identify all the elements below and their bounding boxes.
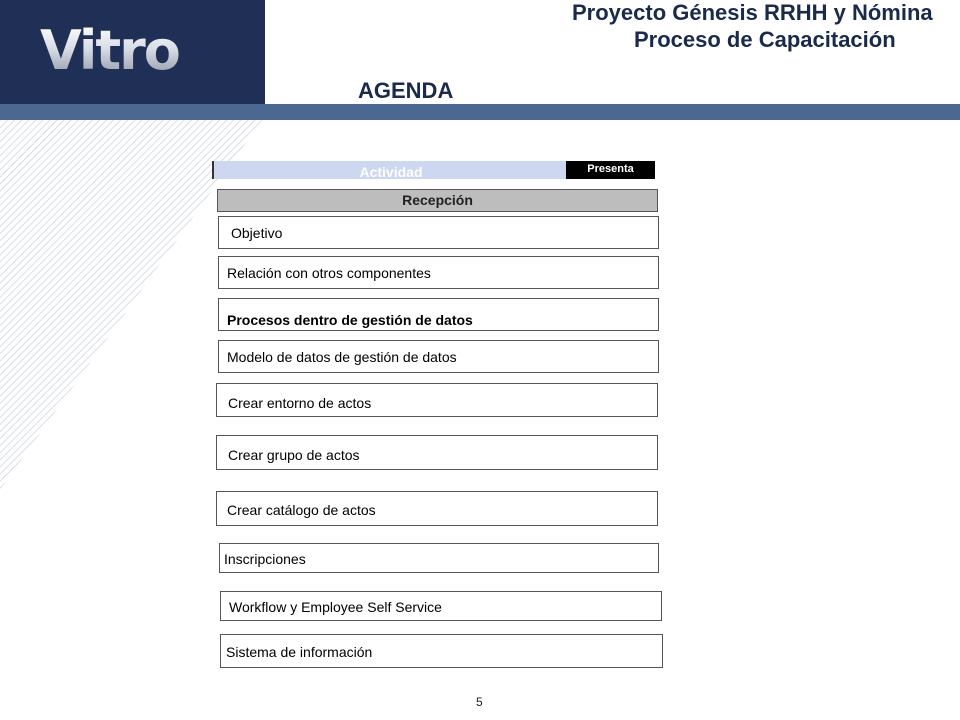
- agenda-item-modelo: Modelo de datos de gestión de datos: [218, 340, 659, 373]
- header-band: [0, 104, 960, 120]
- agenda-item-workflow: Workflow y Employee Self Service: [220, 591, 662, 621]
- logo-panel: [0, 0, 265, 104]
- project-title: Proyecto Génesis RRHH y Nómina: [572, 0, 933, 25]
- process-title: Proceso de Capacitación: [634, 27, 896, 52]
- agenda-item-objetivo: Objetivo: [218, 216, 659, 249]
- agenda-item-procesos: Procesos dentro de gestión de datos: [218, 298, 659, 331]
- agenda-item-catalogo: Crear catálogo de actos: [216, 491, 658, 526]
- agenda-heading: AGENDA: [358, 78, 454, 103]
- vitro-logo: Vitro: [40, 19, 179, 82]
- agenda-item-sistema: Sistema de información: [220, 634, 663, 668]
- agenda-item-entorno: Crear entorno de actos: [216, 383, 658, 417]
- recepcion-row: Recepción: [217, 189, 658, 212]
- column-header-presenta: Presenta: [566, 161, 655, 179]
- agenda-item-inscripciones: Inscripciones: [219, 543, 659, 573]
- agenda-item-grupo: Crear grupo de actos: [216, 435, 658, 470]
- agenda-item-relacion: Relación con otros componentes: [218, 256, 659, 289]
- column-header-actividad: Actividad: [212, 161, 568, 179]
- page-number: 5: [476, 695, 483, 709]
